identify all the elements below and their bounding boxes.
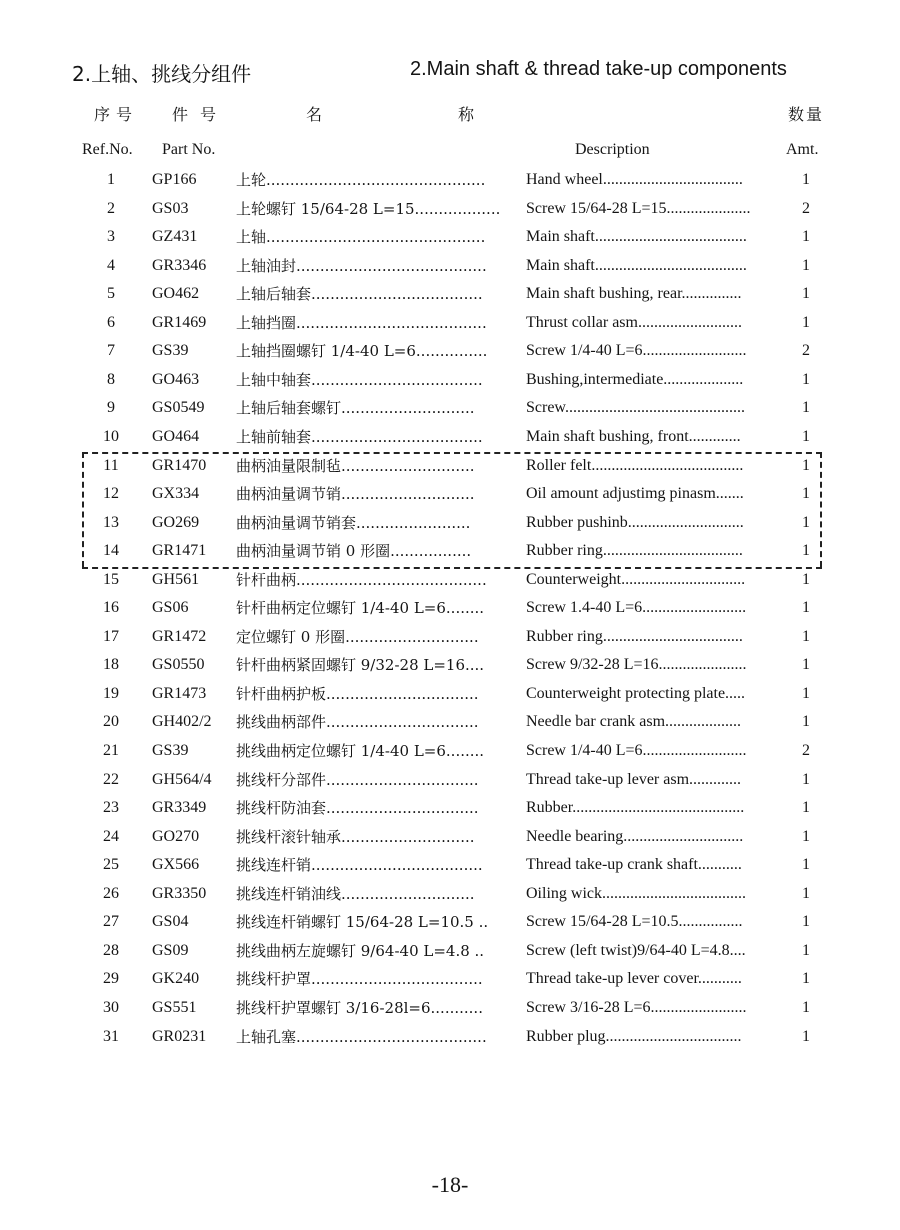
ref-cell: 11 xyxy=(103,456,119,474)
table-row xyxy=(0,766,900,794)
amount-cell: 1 xyxy=(802,941,810,959)
name-cn-cell: 曲柄油量限制毡............................ xyxy=(236,456,475,475)
ref-cell: 4 xyxy=(107,256,115,274)
name-cn-cell: 上轴油封........................................ xyxy=(236,256,487,275)
table-row xyxy=(0,594,900,622)
name-cn-cell: 挑线曲柄左旋螺钉 9/64-40 L=4.8 .. xyxy=(236,941,485,960)
amount-cell: 1 xyxy=(802,827,810,845)
dashed-box-bottom xyxy=(82,567,822,569)
ref-cell: 30 xyxy=(103,998,119,1016)
description-cell: Main shaft bushing, front............. xyxy=(526,427,741,445)
name-cn-cell: 挑线连杆销.................................... xyxy=(236,856,483,875)
ref-cell: 19 xyxy=(103,684,119,702)
description-cell: Screw 1/4-40 L=6.......................... xyxy=(526,742,747,759)
name-cn-cell: 挑线曲柄定位螺钉 1/4-40 L=6........ xyxy=(236,742,485,760)
ref-cell: 6 xyxy=(107,313,115,331)
amount-cell: 1 xyxy=(802,684,810,702)
part-no-cell: GH402/2 xyxy=(152,713,212,731)
name-cn-cell: 上轴挡圈螺钉 1/4-40 L=6............... xyxy=(236,342,488,361)
header-ref: Ref.No. xyxy=(82,141,133,158)
amount-cell: 1 xyxy=(802,256,810,274)
name-cn-cell: 挑线杆护罩螺钉 3/16-28l=6........... xyxy=(236,998,483,1017)
amount-cell: 1 xyxy=(802,913,810,931)
ref-cell: 16 xyxy=(103,599,119,617)
table-row xyxy=(0,651,900,679)
ref-cell: 1 xyxy=(107,171,115,188)
part-no-cell: GS39 xyxy=(152,742,189,759)
table-row xyxy=(0,623,900,651)
part-no-cell: GX566 xyxy=(152,856,200,874)
part-no-cell: GS39 xyxy=(152,342,189,360)
part-no-cell: GR1470 xyxy=(152,456,207,474)
amount-cell: 1 xyxy=(802,884,810,902)
name-cn-cell: 挑线连杆销油线............................ xyxy=(236,884,475,903)
amount-cell: 1 xyxy=(802,970,810,988)
part-no-cell: GH564/4 xyxy=(152,770,212,788)
part-no-cell: GR3349 xyxy=(152,799,207,817)
description-cell: Bushing,intermediate.................... xyxy=(526,370,744,388)
part-no-cell: GR1473 xyxy=(152,684,207,702)
name-cn-cell: 针杆曲柄护板................................ xyxy=(236,684,479,703)
ref-cell: 20 xyxy=(103,713,119,731)
amount-cell: 1 xyxy=(802,228,810,246)
table-row xyxy=(0,794,900,822)
table-row xyxy=(0,337,900,365)
name-cn-cell: 上轮螺钉 15/64-28 L=15.................. xyxy=(236,199,501,218)
name-cn-cell: 挑线曲柄部件................................ xyxy=(236,713,479,732)
ref-cell: 22 xyxy=(103,770,119,788)
section-title-en: 2.Main shaft & thread take-up components xyxy=(410,58,787,80)
part-no-cell: GX334 xyxy=(152,485,200,503)
name-cn-cell: 上轴挡圈........................................ xyxy=(236,313,487,332)
ref-cell: 12 xyxy=(103,485,119,503)
part-no-cell: GS551 xyxy=(152,998,197,1016)
amount-cell: 1 xyxy=(802,485,810,503)
description-cell: Main shaft bushing, rear............... xyxy=(526,285,742,303)
amount-cell: 1 xyxy=(802,456,810,474)
description-cell: Hand wheel................................... xyxy=(526,171,743,188)
table-row xyxy=(0,252,900,280)
description-cell: Screw 15/64-28 L=10.5................ xyxy=(526,913,743,931)
description-cell: Needle bearing.............................. xyxy=(526,827,744,845)
description-cell: Counterweight............................... xyxy=(526,570,746,588)
amount-cell: 1 xyxy=(802,427,810,445)
table-row xyxy=(0,937,900,965)
description-cell: Thread take-up crank shaft........... xyxy=(526,856,742,874)
table-row xyxy=(0,166,900,194)
description-cell: Main shaft...................................... xyxy=(526,256,747,274)
part-no-cell: GR3346 xyxy=(152,256,207,274)
table-row xyxy=(0,480,900,508)
part-no-cell: GH561 xyxy=(152,570,200,588)
name-cn-cell: 针杆曲柄........................................ xyxy=(236,570,487,589)
amount-cell: 1 xyxy=(802,1027,810,1045)
ref-cell: 3 xyxy=(107,228,115,246)
header-part-cn: 件号 xyxy=(172,105,229,124)
table-row xyxy=(0,708,900,736)
ref-cell: 24 xyxy=(103,827,119,845)
table-row xyxy=(0,994,900,1022)
description-cell: Thread take-up lever asm............. xyxy=(526,770,742,788)
description-cell: Rubber ring................................... xyxy=(526,542,743,560)
amount-cell: 1 xyxy=(802,599,810,617)
ref-cell: 17 xyxy=(103,627,119,645)
name-cn-cell: 挑线杆护罩.................................... xyxy=(236,970,483,989)
name-cn-cell: 针杆曲柄定位螺钉 1/4-40 L=6........ xyxy=(236,599,485,618)
description-cell: Oiling wick.................................... xyxy=(526,884,746,902)
part-no-cell: GO464 xyxy=(152,427,200,445)
description-cell: Screw 3/16-28 L=6........................ xyxy=(526,998,747,1016)
table-row xyxy=(0,452,900,480)
part-no-cell: GS09 xyxy=(152,941,189,959)
header-qty-cn: 数量 xyxy=(788,105,825,124)
part-no-cell: GO270 xyxy=(152,827,200,845)
table-row xyxy=(0,309,900,337)
section-title-cn: 2.上轴、挑线分组件 xyxy=(72,62,252,86)
ref-cell: 21 xyxy=(103,742,119,759)
table-row xyxy=(0,965,900,993)
amount-cell: 1 xyxy=(802,713,810,731)
header-description: Description xyxy=(575,141,650,158)
amount-cell: 2 xyxy=(802,742,810,759)
amount-cell: 2 xyxy=(802,342,810,360)
page-number: -18- xyxy=(431,1172,469,1197)
description-cell: Screw 9/32-28 L=16...................... xyxy=(526,656,747,674)
description-cell: Oil amount adjustimg pinasm....... xyxy=(526,485,744,503)
ref-cell: 7 xyxy=(107,342,115,360)
description-cell: Rubber plug.................................. xyxy=(526,1027,742,1045)
table-row xyxy=(0,280,900,308)
description-cell: Rubber........................................... xyxy=(526,799,745,817)
name-cn-cell: 上轴中轴套.................................... xyxy=(236,370,483,389)
part-no-cell: GK240 xyxy=(152,970,200,988)
table-row xyxy=(0,680,900,708)
description-cell: Screw 1/4-40 L=6.......................... xyxy=(526,342,747,360)
description-cell: Rubber ring................................... xyxy=(526,627,743,645)
table-row xyxy=(0,394,900,422)
name-cn-cell: 挑线杆分部件................................ xyxy=(236,770,479,789)
description-cell: Thrust collar asm.......................... xyxy=(526,313,742,331)
header-part: Part No. xyxy=(162,141,216,158)
part-no-cell: GR0231 xyxy=(152,1027,207,1045)
name-cn-cell: 针杆曲柄紧固螺钉 9/32-28 L=16.... xyxy=(236,656,485,675)
table-row xyxy=(0,509,900,537)
ref-cell: 5 xyxy=(107,285,115,303)
description-cell: Main shaft...................................... xyxy=(526,228,747,246)
part-no-cell: GS0549 xyxy=(152,399,205,417)
amount-cell: 1 xyxy=(802,399,810,417)
name-cn-cell: 曲柄油量调节销 0 形圈................. xyxy=(236,542,472,561)
table-row xyxy=(0,737,900,765)
name-cn-cell: 上轴后轴套.................................... xyxy=(236,285,483,304)
amount-cell: 1 xyxy=(802,856,810,874)
table-row xyxy=(0,880,900,908)
amount-cell: 1 xyxy=(802,998,810,1016)
name-cn-cell: 上轴.............................................. xyxy=(236,228,486,247)
name-cn-cell: 挑线杆滚针轴承............................ xyxy=(236,827,475,846)
ref-cell: 15 xyxy=(103,570,119,588)
ref-cell: 28 xyxy=(103,941,119,959)
part-no-cell: GS04 xyxy=(152,913,189,931)
name-cn-cell: 曲柄油量调节销套........................ xyxy=(236,513,471,532)
amount-cell: 1 xyxy=(802,627,810,645)
part-no-cell: GO269 xyxy=(152,513,200,531)
amount-cell: 1 xyxy=(802,770,810,788)
amount-cell: 1 xyxy=(802,285,810,303)
name-cn-cell: 上轮.............................................. xyxy=(236,171,486,189)
name-cn-cell: 定位螺钉 0 形圈............................ xyxy=(236,627,479,646)
ref-cell: 25 xyxy=(103,856,119,874)
description-cell: Rubber pushinb............................. xyxy=(526,513,744,531)
ref-cell: 10 xyxy=(103,427,119,445)
part-no-cell: GS03 xyxy=(152,199,189,217)
ref-cell: 13 xyxy=(103,513,119,531)
name-cn-cell: 上轴前轴套.................................... xyxy=(236,427,483,446)
part-no-cell: GZ431 xyxy=(152,228,198,246)
part-no-cell: GR1472 xyxy=(152,627,207,645)
description-cell: Screw 1.4-40 L=6.......................... xyxy=(526,599,747,617)
table-row xyxy=(0,908,900,936)
description-cell: Screw............................................. xyxy=(526,399,745,417)
amount-cell: 1 xyxy=(802,171,810,188)
ref-cell: 14 xyxy=(103,542,119,560)
ref-cell: 9 xyxy=(107,399,115,417)
description-cell: Needle bar crank asm................... xyxy=(526,713,742,731)
table-row xyxy=(0,851,900,879)
amount-cell: 1 xyxy=(802,513,810,531)
table-row xyxy=(0,423,900,451)
name-cn-cell: 上轴孔塞........................................ xyxy=(236,1027,487,1046)
name-cn-cell: 曲柄油量调节销............................ xyxy=(236,485,475,504)
part-no-cell: GP166 xyxy=(152,171,197,188)
header-name-cn-2: 称 xyxy=(458,105,481,124)
amount-cell: 1 xyxy=(802,570,810,588)
header-amt: Amt. xyxy=(786,141,819,158)
description-cell: Screw (left twist)9/64-40 L=4.8.... xyxy=(526,941,746,959)
ref-cell: 29 xyxy=(103,970,119,988)
amount-cell: 1 xyxy=(802,370,810,388)
name-cn-cell: 挑线连杆销螺钉 15/64-28 L=10.5 .. xyxy=(236,913,489,932)
amount-cell: 1 xyxy=(802,799,810,817)
ref-cell: 26 xyxy=(103,884,119,902)
name-cn-cell: 上轴后轴套螺钉............................ xyxy=(236,399,475,418)
amount-cell: 1 xyxy=(802,656,810,674)
part-no-cell: GS0550 xyxy=(152,656,205,674)
table-row xyxy=(0,1023,900,1051)
ref-cell: 8 xyxy=(107,370,115,388)
amount-cell: 1 xyxy=(802,542,810,560)
description-cell: Screw 15/64-28 L=15..................... xyxy=(526,199,751,217)
ref-cell: 27 xyxy=(103,913,119,931)
dashed-box-left xyxy=(82,452,84,567)
ref-cell: 18 xyxy=(103,656,119,674)
description-cell: Thread take-up lever cover........... xyxy=(526,970,742,988)
name-cn-cell: 挑线杆防油套................................ xyxy=(236,799,479,818)
table-row xyxy=(0,823,900,851)
dashed-box-right xyxy=(820,452,822,567)
part-no-cell: GR1471 xyxy=(152,542,207,560)
table-row xyxy=(0,223,900,251)
amount-cell: 2 xyxy=(802,199,810,217)
dashed-box-top xyxy=(82,452,822,454)
amount-cell: 1 xyxy=(802,313,810,331)
part-no-cell: GS06 xyxy=(152,599,189,617)
table-row xyxy=(0,537,900,565)
table-row xyxy=(0,366,900,394)
table-row xyxy=(0,566,900,594)
description-cell: Counterweight protecting plate..... xyxy=(526,684,746,702)
part-no-cell: GR1469 xyxy=(152,313,207,331)
header-name-cn-1: 名 xyxy=(306,105,329,124)
part-no-cell: GO462 xyxy=(152,285,200,303)
description-cell: Roller felt...................................... xyxy=(526,456,744,474)
part-no-cell: GO463 xyxy=(152,370,200,388)
ref-cell: 23 xyxy=(103,799,119,817)
table-row xyxy=(0,195,900,223)
header-seq-cn: 序号 xyxy=(94,105,139,124)
part-no-cell: GR3350 xyxy=(152,884,207,902)
ref-cell: 31 xyxy=(103,1027,119,1045)
ref-cell: 2 xyxy=(107,199,115,217)
